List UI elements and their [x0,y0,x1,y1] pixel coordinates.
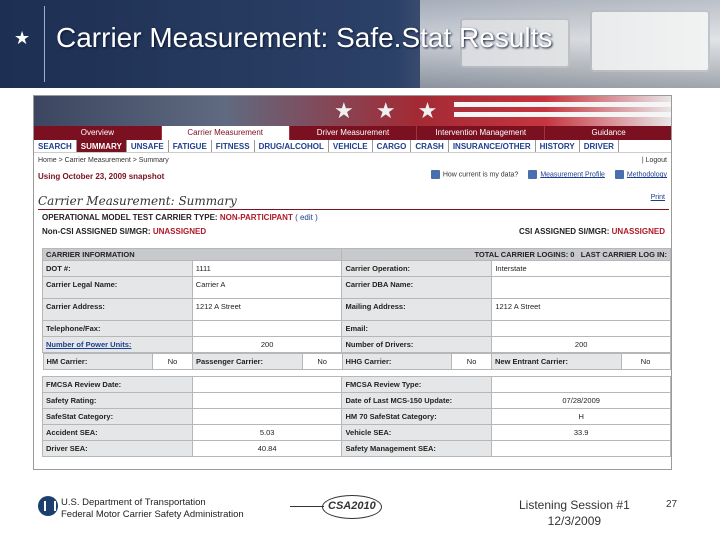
subnav-fitness[interactable]: FITNESS [212,140,255,152]
safety-rating [192,392,342,408]
table-row: DOT #: 1111 Carrier Operation: Interstate [43,261,671,277]
new-entrant-value: No [621,354,670,370]
table-row: Number of Power Units: 200 Number of Drivers: 200 [43,337,671,353]
email [492,321,671,337]
document-icon [615,170,624,179]
carrier-address: 1212 A Street [192,299,342,321]
profile-icon [528,170,537,179]
subnav-crash[interactable]: CRASH [411,140,448,152]
table-row: Driver SEA: 40.84 Safety Management SEA: [43,440,671,456]
page-number: 27 [666,499,678,510]
subnav-history[interactable]: HISTORY [536,140,580,152]
non-csi-manager: Non-CSI ASSIGNED SI/MGR: UNASSIGNED [42,227,207,236]
carrier-login-summary: TOTAL CARRIER LOGINS: 0 LAST CARRIER LOG IN: [342,249,671,261]
telephone-fax [192,321,342,337]
subnav-search[interactable]: SEARCH [34,140,77,152]
tab-driver-measurement[interactable]: Driver Measurement [290,126,418,140]
tab-overview[interactable]: Overview [34,126,162,140]
operational-model: OPERATIONAL MODEL TEST CARRIER TYPE: NON-PARTICIPANT ( edit ) [42,213,318,222]
subnav-driver[interactable]: DRIVER [580,140,619,152]
slide-header [0,0,720,88]
flag-stars-decoration: ★ ★ ★ [334,98,446,123]
truck-image-right [590,10,710,72]
carrier-info-header: CARRIER INFORMATION [43,249,342,261]
hhg-carrier-value: No [452,354,492,370]
dot-number: 1111 [192,261,342,277]
table-row: Accident SEA: 5.03 Vehicle SEA: 33.9 [43,424,671,440]
table-row: FMCSA Review Date: FMCSA Review Type: [43,376,671,392]
hm70-category: H [492,408,671,424]
page-title: Carrier Measurement: Summary [38,194,237,208]
table-row: SafeStat Category: HM 70 SafeStat Category: H [43,408,671,424]
mailing-address: 1212 A Street [492,299,671,321]
site-banner [34,96,672,126]
table-row: Telephone/Fax: Email: [43,321,671,337]
session-info: Listening Session #1 12/3/2009 [519,498,630,528]
subnav-drug-alcohol[interactable]: DRUG/ALCOHOL [255,140,329,152]
tab-carrier-measurement[interactable]: Carrier Measurement [162,126,290,140]
power-units-value: 200 [192,337,342,353]
carrier-dba-name [492,277,671,299]
tab-guidance[interactable]: Guidance [545,126,672,140]
mcs150-date: 07/28/2009 [492,392,671,408]
subnav-unsafe[interactable]: UNSAFE [127,140,169,152]
breadcrumb[interactable]: Home > Carrier Measurement > Summary [38,157,169,164]
print-link[interactable]: Print [650,194,665,201]
carrier-legal-name: Carrier A [192,277,342,299]
logout-link[interactable]: | Logout [641,157,667,164]
subnav-insurance-other[interactable]: INSURANCE/OTHER [449,140,536,152]
table-row [43,353,671,371]
info-icon [431,170,440,179]
header-divider [44,6,45,82]
carrier-flags-table [43,353,671,370]
snapshot-date: Using October 23, 2009 snapshot [38,172,165,181]
edit-link[interactable]: ( edit ) [295,213,318,222]
subnav-vehicle[interactable]: VEHICLE [329,140,373,152]
main-nav [34,126,672,140]
table-row: Carrier Address: 1212 A Street Mailing Address: 1212 A Street [43,299,671,321]
subnav-cargo[interactable]: CARGO [373,140,412,152]
star-icon: ★ [14,28,31,48]
carrier-info-table [42,248,671,457]
measurement-profile-link[interactable]: Measurement Profile [528,170,605,179]
safestat-category [192,408,342,424]
vehicle-sea: 33.9 [492,424,671,440]
driver-sea: 40.84 [192,440,342,456]
drivers-value: 200 [492,337,671,353]
op-model-value: NON-PARTICIPANT [219,213,293,222]
safestat-screenshot [33,95,672,470]
data-currency-link[interactable]: How current is my data? [431,170,518,179]
slide-title: Carrier Measurement: Safe.Stat Results [56,22,553,53]
review-date [192,376,342,392]
carrier-flags-row: HM Carrier: No Passenger Carrier: No HHG Carrier: No New Entrant Carrier: No [43,354,670,370]
subnav-fatigue[interactable]: FATIGUE [169,140,212,152]
dot-logo-icon [38,496,58,516]
flag-stripe [454,102,672,107]
csi-manager: CSI ASSIGNED SI/MGR: UNASSIGNED [519,227,665,236]
passenger-carrier-value: No [302,354,342,370]
hm-carrier-value: No [153,354,193,370]
table-header-row [43,249,671,261]
table-row: Safety Rating: Date of Last MCS-150 Update: 07/28/2009 [43,392,671,408]
footer-agency: U.S. Department of Transportation Federal Motor Carrier Safety Administration [61,497,244,520]
flag-stripe [454,112,672,117]
safety-management-sea [492,440,671,456]
review-type [492,376,671,392]
accident-sea: 5.03 [192,424,342,440]
methodology-link[interactable]: Methodology [615,170,667,179]
power-units-link[interactable]: Number of Power Units: [43,337,193,353]
sub-nav [34,140,672,153]
subnav-summary[interactable]: SUMMARY [77,140,127,152]
table-row: Carrier Legal Name: Carrier A Carrier DBA Name: [43,277,671,299]
tab-intervention-management[interactable]: Intervention Management [417,126,545,140]
tool-links [431,170,667,179]
carrier-operation: Interstate [492,261,671,277]
csa2010-logo: CSA2010 [290,493,390,521]
title-divider [38,209,669,210]
